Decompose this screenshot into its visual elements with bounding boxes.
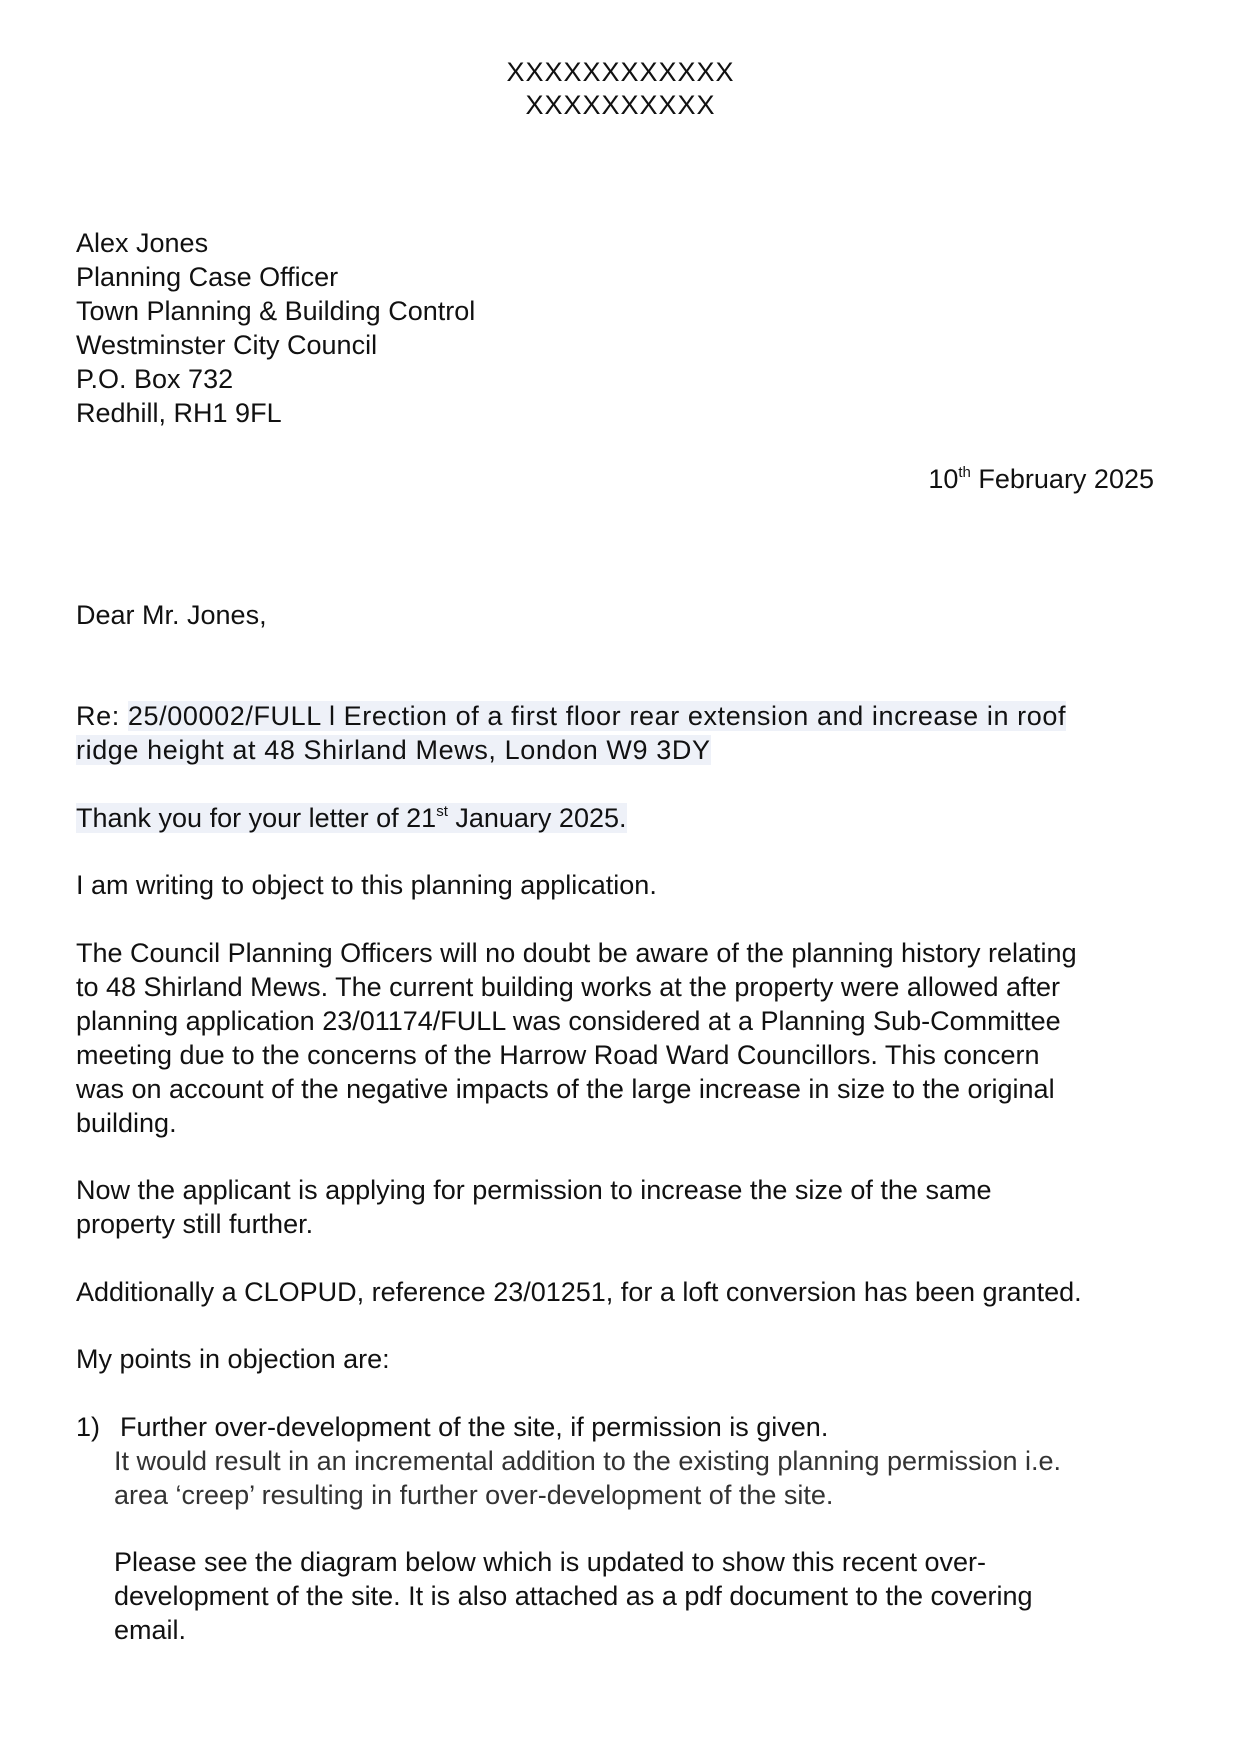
- paragraph-history: [76, 936, 1176, 1140]
- re-line: 25/00002/FULL l Erection of a first floor rear extension and increase in roof: [127, 701, 1067, 731]
- subject-reference: [76, 699, 1176, 767]
- paragraph-objection: I am writing to object to this planning application.: [76, 870, 657, 900]
- thanks-line: [76, 801, 1176, 835]
- address-line: Redhill, RH1 9FL: [76, 398, 282, 428]
- text-line: property still further.: [76, 1209, 314, 1239]
- date-day: 10: [928, 464, 959, 494]
- paragraph-points-intro: My points in objection are:: [76, 1344, 390, 1374]
- text-line: building.: [76, 1108, 177, 1138]
- address-line: P.O. Box 732: [76, 364, 234, 394]
- paragraph-clopud: Additionally a CLOPUD, reference 23/01251, for a loft conversion has been granted.: [76, 1277, 1082, 1307]
- paragraph-further: [76, 1173, 1176, 1241]
- text-line: area ‘creep’ resulting in further over-development of the site.: [114, 1480, 834, 1510]
- salutation: Dear Mr. Jones,: [76, 600, 267, 630]
- address-line: Westminster City Council: [76, 330, 378, 360]
- text-line: to 48 Shirland Mews. The current building works at the property were allowed after: [76, 972, 1060, 1002]
- text-line: It would result in an incremental addition to the existing planning permission i.e.: [114, 1446, 1062, 1476]
- point-number: 1): [76, 1412, 101, 1442]
- redacted-sender-header: [0, 56, 1241, 122]
- thanks-suffix: st: [436, 803, 448, 820]
- text-line: was on account of the negative impacts of the large increase in size to the original: [76, 1074, 1055, 1104]
- header-line: XXXXXXXXXX: [525, 90, 716, 120]
- text-line: Now the applicant is applying for permission to increase the size of the same: [76, 1175, 992, 1205]
- text-line: email.: [114, 1615, 187, 1645]
- text-line: Please see the diagram below which is updated to show this recent over-: [114, 1547, 986, 1577]
- text-line: The Council Planning Officers will no doubt be aware of the planning history relating: [76, 938, 1077, 968]
- recipient-address: [76, 226, 1176, 430]
- address-line: Town Planning & Building Control: [76, 296, 476, 326]
- text-line: meeting due to the concerns of the Harrow Road Ward Councillors. This concern: [76, 1040, 1040, 1070]
- thanks-text: January 2025.: [447, 803, 627, 833]
- date-rest: February 2025: [970, 464, 1154, 494]
- objection-point-1: [76, 1410, 1176, 1647]
- address-line: Alex Jones: [76, 228, 209, 258]
- thanks-text: Thank you for your letter of 21: [76, 803, 437, 833]
- point-title: Further over-development of the site, if permission is given.: [120, 1412, 829, 1442]
- text-line: development of the site. It is also attached as a pdf document to the covering: [114, 1581, 1033, 1611]
- letter-date: [928, 462, 1154, 496]
- date-suffix: th: [958, 464, 971, 481]
- re-prefix: Re:: [76, 701, 128, 731]
- re-line: ridge height at 48 Shirland Mews, London W9 3DY: [76, 735, 711, 765]
- header-line: XXXXXXXXXXXX: [506, 57, 735, 87]
- text-line: planning application 23/01174/FULL was considered at a Planning Sub-Committee: [76, 1006, 1061, 1036]
- address-line: Planning Case Officer: [76, 262, 339, 292]
